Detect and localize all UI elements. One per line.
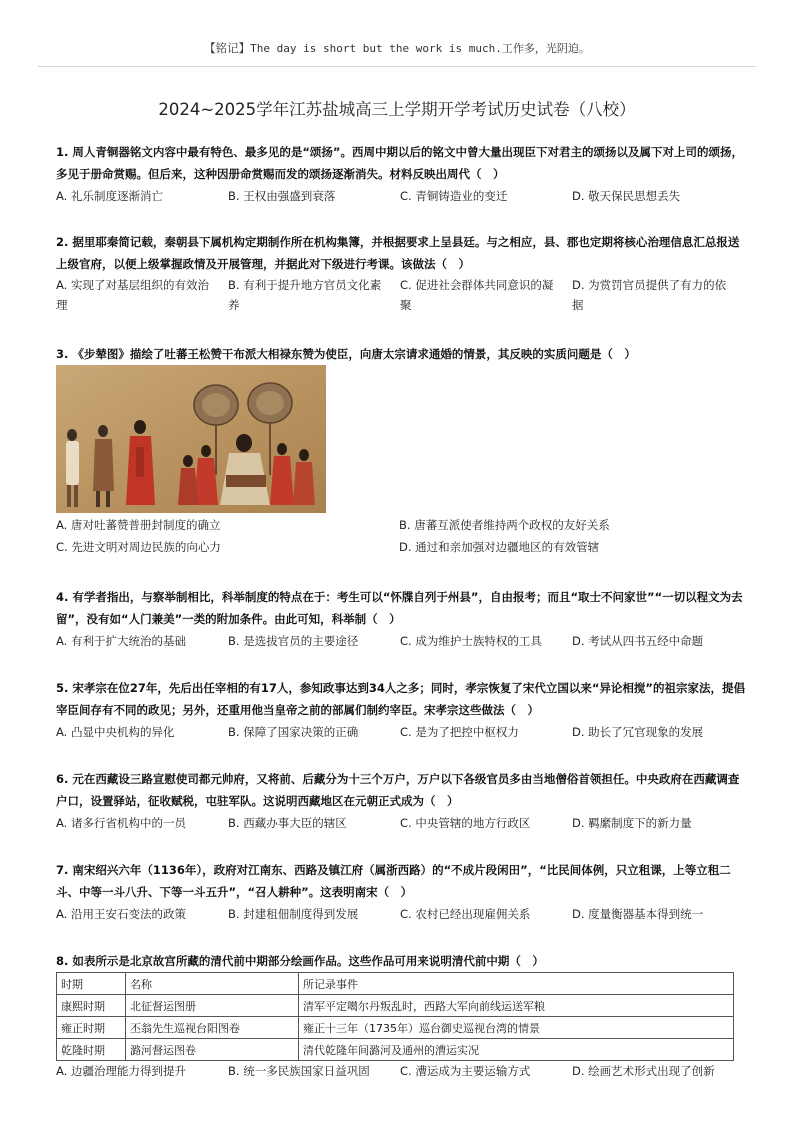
question-4 (56, 586, 746, 652)
option-a[interactable]: A. 有利于扩大统治的基础 (56, 634, 186, 648)
option-b[interactable]: B. 王权由强盛到衰落 (228, 189, 336, 203)
page-header-motto (0, 40, 794, 56)
question-stem: 8. 如表所示是北京故宫所藏的清代前中期部分绘画作品。这些作品可用来说明清代前中期（ ） (56, 954, 544, 968)
option-d[interactable]: D. 敬天保民思想丢失 (572, 189, 681, 203)
option-b[interactable]: B. 唐蕃互派使者维持两个政权的友好关系 (399, 518, 610, 532)
table-header: 名称 (126, 973, 299, 995)
option-c[interactable]: C. 是为了把控中枢权力 (400, 725, 519, 739)
table-cell: 北征督运图册 (126, 995, 299, 1017)
table-cell: 清军平定噶尔丹叛乱时，西路大军向前线运送军粮 (299, 995, 734, 1017)
table-row (57, 995, 734, 1017)
option-c[interactable]: C. 成为维护士族特权的工具 (400, 634, 542, 648)
question-8-stem-block (56, 950, 746, 972)
option-c[interactable]: C. 漕运成为主要运输方式 (400, 1064, 531, 1078)
table-row (57, 1039, 734, 1061)
buniantu-painting (56, 365, 326, 513)
options (56, 514, 746, 536)
option-b[interactable]: B. 保障了国家决策的正确 (228, 725, 359, 739)
table-cell: 乾隆时期 (57, 1039, 126, 1061)
motto-text: The day is short but the work is much.工作多，光阴迫。 (250, 42, 590, 55)
question-stem: 6. 元在西藏设三路宣慰使司都元帅府，又将前、后藏分为十三个万户，万户以下各级官员多由当地僧俗首领担任。中央政府在西藏调查户口，设置驿站，征收赋税，屯驻军队。这说明西藏地区在元朝正式成为（ ） (56, 772, 740, 808)
options (56, 812, 746, 834)
option-a[interactable]: A. 唐对吐蕃赞普册封制度的确立 (56, 518, 221, 532)
option-d[interactable]: D. 羁縻制度下的新力量 (572, 816, 692, 830)
option-b[interactable]: B. 有利于提升地方官员文化素养 (228, 278, 382, 312)
table-header-row (57, 973, 734, 995)
question-2 (56, 231, 746, 315)
option-b[interactable]: B. 是选拔官员的主要途径 (228, 634, 359, 648)
question-5 (56, 677, 746, 743)
option-a[interactable]: A. 凸显中央机构的异化 (56, 725, 175, 739)
motto-label: 【铭记】 (204, 41, 251, 55)
exam-title: 2024~2025学年江苏盐城高三上学期开学考试历史试卷（八校） (158, 100, 636, 119)
question-7 (56, 859, 746, 925)
table-header: 所记录事件 (299, 973, 734, 995)
option-b[interactable]: B. 封建租佃制度得到发展 (228, 907, 359, 921)
question-3-options (56, 514, 746, 558)
option-d[interactable]: D. 通过和亲加强对边疆地区的有效管辖 (399, 540, 600, 554)
option-a[interactable]: A. 诸多行省机构中的一员 (56, 816, 186, 830)
table-cell: 雍正时期 (57, 1017, 126, 1039)
table-cell: 丕翁先生巡视台阳图卷 (126, 1017, 299, 1039)
option-a[interactable]: A. 沿用王安石变法的政策 (56, 907, 186, 921)
option-c[interactable]: C. 先进文明对周边民族的向心力 (56, 540, 221, 554)
option-d[interactable]: D. 度量衡器基本得到统一 (572, 907, 704, 921)
question-3-stem-block (56, 343, 746, 365)
question-stem: 4. 有学者指出，与察举制相比，科举制度的特点在于：考生可以“怀牒自列于州县”，自由报考；而且“取士不问家世”“一切以程文为去留”，没有如“人门兼美”一类的附加条件。由此可知，科举制（ ） (56, 590, 743, 626)
paintings-table (56, 972, 734, 1061)
options (56, 1060, 746, 1082)
option-c[interactable]: C. 农村已经出现雇佣关系 (400, 907, 531, 921)
option-a[interactable]: A. 实现了对基层组织的有效治理 (56, 278, 209, 312)
options (56, 275, 746, 315)
option-d[interactable]: D. 为赏罚官员提供了有力的依据 (572, 278, 727, 312)
table-cell: 潞河督运图卷 (126, 1039, 299, 1061)
table-row (57, 1017, 734, 1039)
options (56, 536, 746, 558)
table-cell: 清代乾隆年间潞河及通州的漕运实况 (299, 1039, 734, 1061)
table-cell: 康熙时期 (57, 995, 126, 1017)
option-d[interactable]: D. 考试从四书五经中命题 (572, 634, 704, 648)
table-cell: 雍正十三年（1735年）巡台御史巡视台湾的情景 (299, 1017, 734, 1039)
option-c[interactable]: C. 中央管辖的地方行政区 (400, 816, 531, 830)
option-c[interactable]: C. 促进社会群体共同意识的凝聚 (400, 278, 554, 312)
option-a[interactable]: A. 礼乐制度逐渐消亡 (56, 189, 163, 203)
options (56, 903, 746, 925)
question-stem: 3. 《步辇图》描绘了吐蕃王松赞干布派大相禄东赞为使臣，向唐太宗请求通婚的情景，其反映的实质问题是（ ） (56, 347, 636, 361)
option-d[interactable]: D. 绘画艺术形式出现了创新 (572, 1064, 715, 1078)
header-divider (38, 66, 756, 67)
option-a[interactable]: A. 边疆治理能力得到提升 (56, 1064, 186, 1078)
question-6 (56, 768, 746, 834)
options (56, 185, 746, 207)
painting-image (56, 365, 326, 513)
question-8-options (56, 1060, 746, 1082)
table-header: 时期 (57, 973, 126, 995)
options (56, 721, 746, 743)
question-stem: 1. 周人青铜器铭文内容中最有特色、最多见的是“颂扬”。西周中期以后的铭文中曾大量出现臣下对君主的颂扬以及属下对上司的颂扬，多见于册命赏赐。但后来，这种因册命赏赐而发的颂扬逐渐消失。材料反映出周代（ ） (56, 145, 743, 181)
option-b[interactable]: B. 西藏办事大臣的辖区 (228, 816, 347, 830)
question-stem: 5. 宋孝宗在位27年，先后出任宰相的有17人，参知政事达到34人之多；同时，孝宗恢复了宋代立国以来“异论相搅”的祖宗家法，提倡宰臣间存有不同的政见；另外，还重用他当皇帝之前的部属们制约宰臣。宋孝宗这些做法（ ） (56, 681, 745, 717)
question-stem: 7. 南宋绍兴六年（1136年），政府对江南东、西路及镇江府（属浙西路）的“不成片段闲田”，“比民间体例，只立租课，上等立租二斗、中等一斗八升、下等一斗五升”，“召人耕种”。这表明南宋（ ） (56, 863, 731, 899)
option-d[interactable]: D. 助长了冗官现象的发展 (572, 725, 704, 739)
question-stem: 2. 据里耶秦简记载，秦朝县下属机构定期制作所在机构集簿，并根据要求上呈县廷。与之相应，县、郡也定期将核心治理信息汇总报送上级官府，以便上级掌握政情及开展管理，并据此对下级进行考课。该做法（ ） (56, 235, 740, 271)
option-c[interactable]: C. 青铜铸造业的变迁 (400, 189, 508, 203)
option-b[interactable]: B. 统一多民族国家日益巩固 (228, 1064, 370, 1078)
options (56, 630, 746, 652)
question-1 (56, 141, 746, 207)
